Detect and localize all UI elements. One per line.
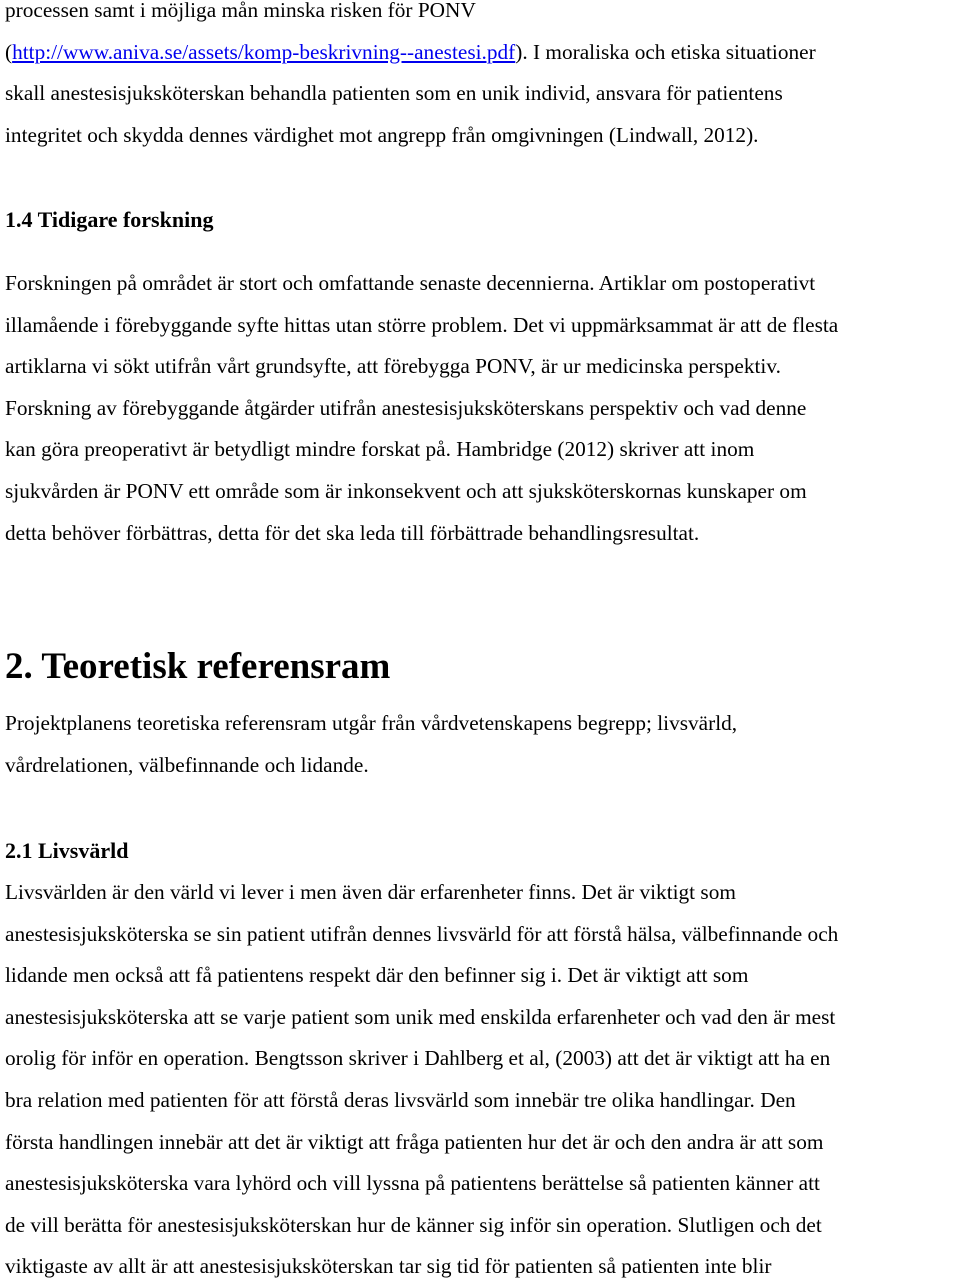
livsvarld-line: Livsvärlden är den värld vi lever i men även där erfarenheter finns. Det är viktigt som (5, 880, 736, 904)
livsvarld-line: anestesisjuksköterska vara lyhörd och vill lyssna på patientens berättelse så patienten känner att (5, 1171, 820, 1196)
livsvarld-paragraph (5, 872, 838, 1288)
livsvarld-line: orolig för inför en operation. Bengtsson skriver i Dahlberg et al, (2003) att det är viktigt att ha en (5, 1046, 831, 1071)
livsvarld-line: viktigaste av allt är att anestesisjuksköterskan tar sig tid för patienten så patienten inte blir (5, 1254, 772, 1279)
livsvarld-line: de vill berätta för anestesisjuksköterskan hur de känner sig inför sin operation. Slutligen och det (5, 1212, 822, 1237)
forskning-paragraph (5, 263, 838, 554)
referensram-line: Projektplanens teoretiska referensram utgår från vårdvetenskapens begrepp; livsvärld, (5, 711, 738, 735)
intro-line-3: skall anestesisjuksköterskan behandla patienten som en unik individ, ansvara för patientens (5, 81, 783, 106)
intro-paragraph (5, 0, 816, 156)
paren-open: ( (5, 39, 13, 64)
livsvarld-line: första handlingen innebär att det är viktigt att fråga patienten hur det är och den andra är att som (5, 1129, 824, 1154)
forskning-line: detta behöver förbättras, detta för det ska leda till förbättrade behandlingsresultat. (5, 520, 700, 545)
forskning-line: illamående i förebyggande syfte hittas utan större problem. Det vi uppmärksammat är att de flesta (5, 312, 839, 337)
intro-line-1: processen samt i möjliga mån minska risken för PONV (5, 0, 476, 22)
heading-1-4: 1.4 Tidigare forskning (5, 207, 214, 232)
referensram-line: vårdrelationen, välbefinnande och lidande. (5, 752, 369, 777)
forskning-line: kan göra preoperativt är betydligt mindre forskat på. Hambridge (2012) skriver att inom (5, 437, 755, 462)
aniva-link[interactable]: http://www.aniva.se/assets/komp-beskrivning--anestesi.pdf (12, 39, 516, 64)
forskning-line: Forskningen på området är stort och omfattande senaste decennierna. Artiklar om postoperativt (5, 271, 816, 295)
forskning-line: artiklarna vi sökt utifrån vårt grundsyfte, att förebygga PONV, är ur medicinska perspektiv. (5, 354, 781, 379)
heading-2: 2. Teoretisk referensram (5, 646, 391, 687)
forskning-line: sjukvården är PONV ett område som är inkonsekvent och att sjuksköterskornas kunskaper om (5, 478, 807, 503)
forskning-line: Forskning av förebyggande åtgärder utifrån anestesisjuksköterskans perspektiv och vad denne (5, 395, 807, 420)
intro-line-2 (5, 32, 816, 74)
intro-line-4: integritet och skydda dennes värdighet mot angrepp från omgivningen (Lindwall, 2012). (5, 122, 759, 147)
livsvarld-line: anestesisjuksköterska att se varje patient som unik med enskilda erfarenheter och vad den är mest (5, 1004, 836, 1029)
livsvarld-line: bra relation med patienten för att förstå deras livsvärld som innebär tre olika handlingar. Den (5, 1087, 796, 1112)
livsvarld-line: anestesisjuksköterska se sin patient utifrån dennes livsvärld för att förstå hälsa, välbefinnande och (5, 921, 839, 946)
heading-2-1: 2.1 Livsvärld (5, 838, 129, 863)
livsvarld-line: lidande men också att få patientens respekt där den befinner sig i. Det är viktigt att som (5, 963, 749, 988)
intro-line-2-rest: ). I moraliska och etiska situationer (515, 39, 816, 64)
referensram-paragraph (5, 703, 737, 786)
